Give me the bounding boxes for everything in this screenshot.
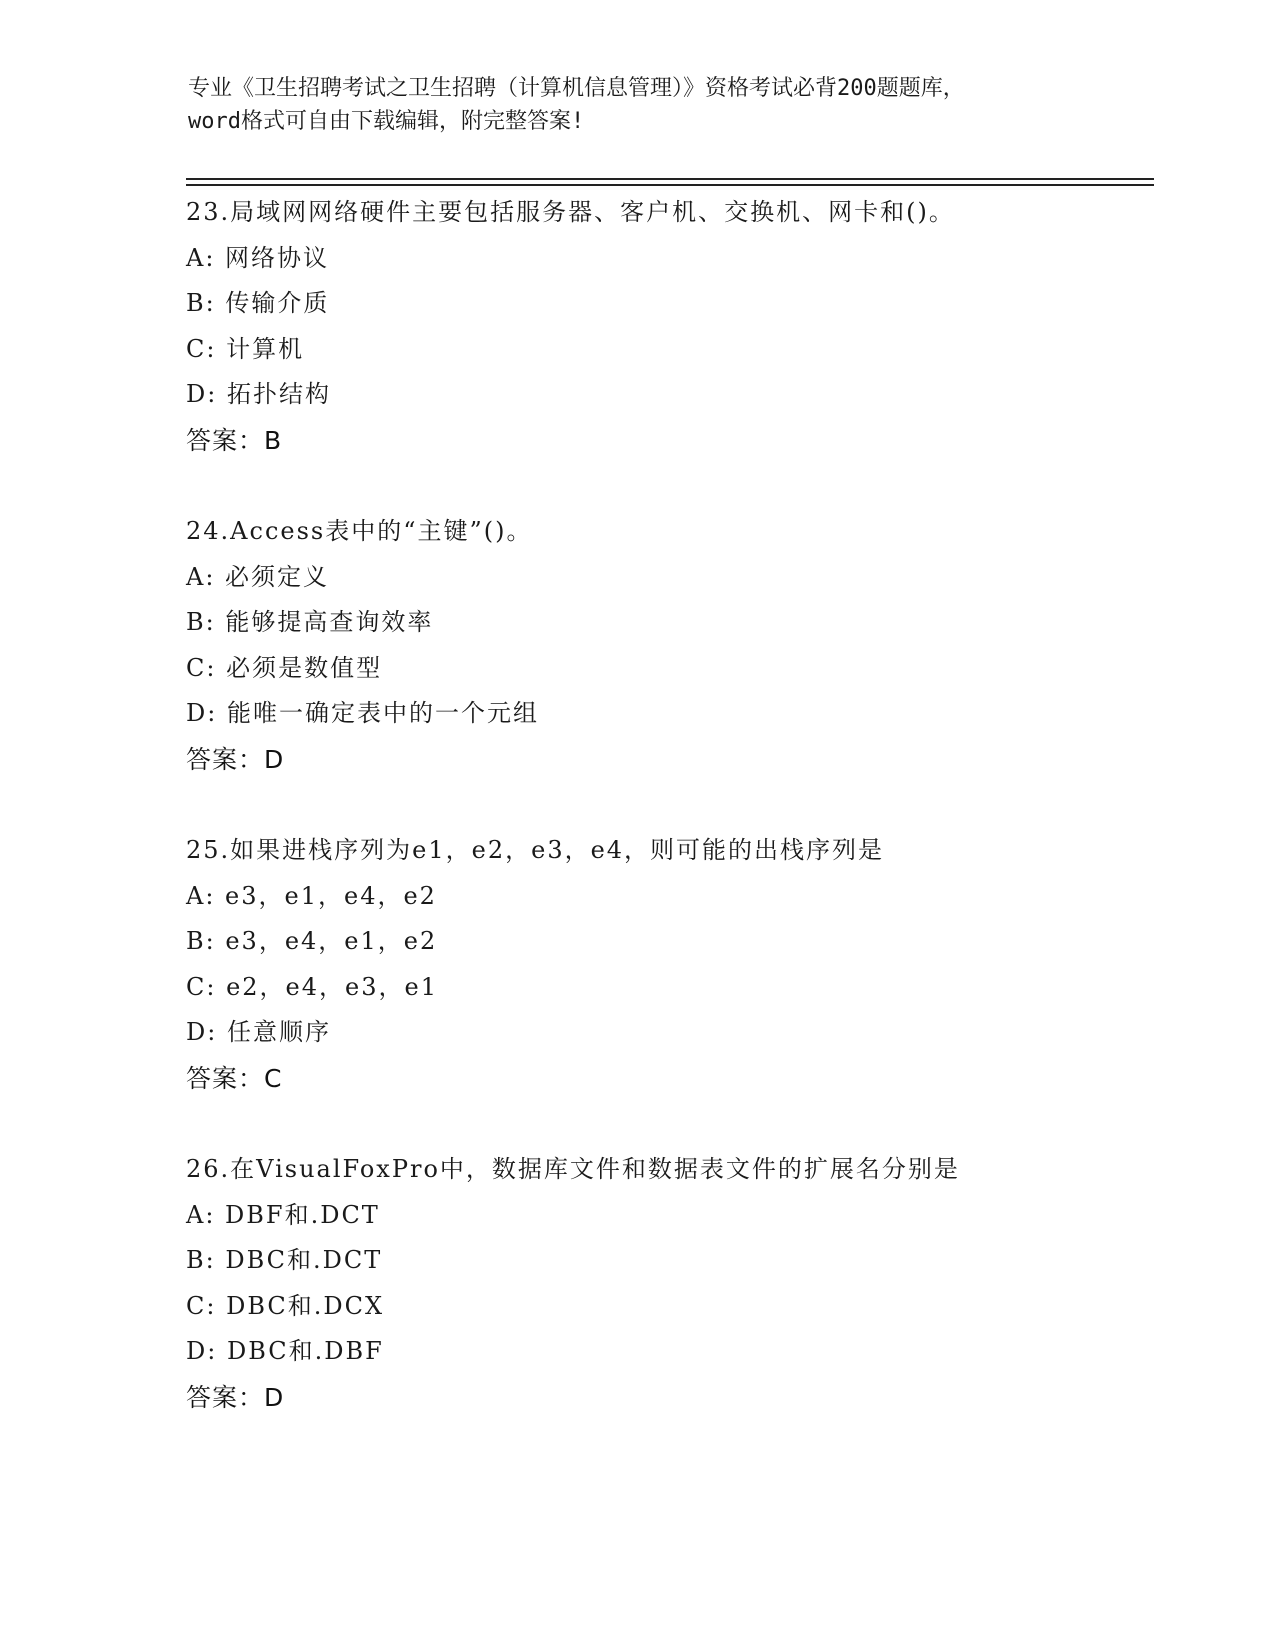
header-divider-bottom xyxy=(186,184,1154,186)
option-a: A: DBF和.DCT xyxy=(186,1200,380,1229)
question-stem: 26.在VisualFoxPro中，数据库文件和数据表文件的扩展名分别是 xyxy=(186,1155,960,1183)
option-a: A: 必须定义 xyxy=(186,562,330,591)
option-a: A: e3，e1，e4，e2 xyxy=(186,881,437,910)
option-c: C: 必须是数值型 xyxy=(186,653,383,682)
option-d: D: 能唯一确定表中的一个元组 xyxy=(186,699,539,727)
question-stem: 25.如果进栈序列为e1，e2，e3，e4，则可能的出栈序列是 xyxy=(186,836,885,864)
option-b: B: 传输介质 xyxy=(186,289,330,317)
answer-label: 答案：D xyxy=(186,744,285,774)
question-26 xyxy=(186,1147,1146,1466)
option-b: B: DBC和.DCT xyxy=(186,1246,383,1274)
option-d: D: DBC和.DBF xyxy=(186,1337,384,1365)
header-line-2: word格式可自由下载编辑，附完整答案! xyxy=(188,109,585,134)
option-b: B: e3，e4，e1，e2 xyxy=(186,927,438,955)
answer-label: 答案：D xyxy=(186,1382,285,1412)
question-list xyxy=(186,190,1146,1466)
question-24 xyxy=(186,509,1146,828)
option-a: A: 网络协议 xyxy=(186,243,330,272)
question-stem: 24.Access表中的“主键”()。 xyxy=(186,517,533,545)
question-25 xyxy=(186,828,1146,1147)
option-d: D: 任意顺序 xyxy=(186,1018,331,1046)
option-c: C: e2，e4，e3，e1 xyxy=(186,972,438,1001)
option-c: C: 计算机 xyxy=(186,334,305,363)
question-stem: 23.局域网网络硬件主要包括服务器、客户机、交换机、网卡和()。 xyxy=(186,198,955,226)
option-d: D: 拓扑结构 xyxy=(186,380,331,408)
answer-label: 答案：C xyxy=(186,1063,283,1093)
question-23 xyxy=(186,190,1146,509)
option-b: B: 能够提高查询效率 xyxy=(186,608,434,636)
document-header xyxy=(188,72,1088,138)
header-divider-top xyxy=(186,178,1154,180)
option-c: C: DBC和.DCX xyxy=(186,1291,385,1320)
answer-label: 答案：B xyxy=(186,425,283,455)
header-line-1: 专业《卫生招聘考试之卫生招聘（计算机信息管理）》资格考试必背200题题库， xyxy=(188,76,965,101)
